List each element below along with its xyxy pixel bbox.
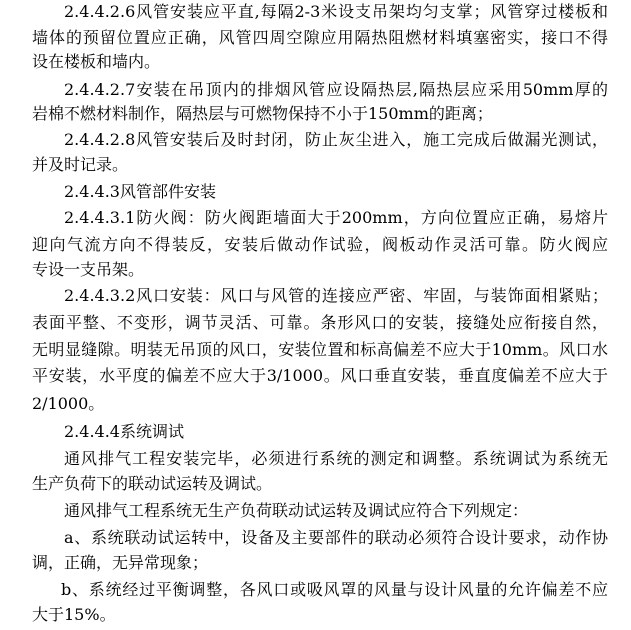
text-line: 2.4.4.2.6风管安装应平直,每隔2-3米设支吊架均匀支掌；风管穿过楼板和	[64, 2, 608, 21]
text-line: 无明显缝隙。明装无吊顶的风口，安装位置和标高偏差不应大于10mm。风口水	[32, 340, 608, 359]
text-line: 表面平整、不变形，调节灵活、可靠。条形风口的安装，接缝处应衔接自然，	[32, 313, 608, 332]
text-line: 2.4.4.2.8风管安装后及时封闭，防止灰尘进入，施工完成后做漏光测试，	[64, 130, 608, 149]
text-line: 墙体的预留位置应正确，风管四周空隙应用隔热阻燃材料填塞密实，接口不得	[32, 28, 608, 47]
text-line: 2.4.4.2.7安装在吊顶内的排烟风管应设隔热层,隔热层应采用50mm厚的	[64, 80, 608, 99]
text-line: 专设一支吊架。	[32, 260, 145, 279]
text-line: 大于15%。	[32, 605, 116, 624]
text-line: 调，正确，无异常现象；	[32, 553, 209, 572]
text-line: a、系统联动试运转中，设备及主要部件的联动必须符合设计要求，动作协	[64, 528, 608, 547]
section-heading: 2.4.4.4系统调试	[64, 422, 184, 441]
text-line: 2.4.4.3.1防火阀：防火阀距墙面大于200mm，方向位置应正确，易熔片	[64, 208, 608, 227]
text-line: 并及时记录。	[32, 155, 129, 174]
text-line: 2/1000。	[32, 394, 105, 413]
text-line: 通风排气工程系统无生产负荷联动试运转及调试应符合下列规定：	[64, 501, 529, 520]
section-heading: 2.4.4.3风管部件安装	[64, 182, 216, 201]
text-line: 岩棉不燃材料制作，隔热层与可燃物保持不小于150mm的距离；	[32, 104, 493, 123]
text-line: b、系统经过平衡调整，各风口或吸风罩的风量与设计风量的允许偏差不应	[61, 580, 608, 599]
text-line: 通风排气工程安装完毕，必须进行系统的测定和调整。系统调试为系统无	[64, 449, 608, 468]
text-line: 平安装，水平度的偏差不应大于3/1000。风口垂直安装，垂直度偏差不应大于	[32, 366, 608, 385]
text-line: 生产负荷下的联动试运转及调试。	[32, 474, 273, 493]
text-line: 设在楼板和墙内。	[32, 52, 161, 71]
text-line: 2.4.4.3.2风口安装：风口与风管的连接应严密、牢固，与装饰面相紧贴；	[64, 286, 608, 305]
text-line: 迎向气流方向不得装反，安装后做动作试验，阀板动作灵活可靠。防火阀应	[32, 235, 608, 254]
